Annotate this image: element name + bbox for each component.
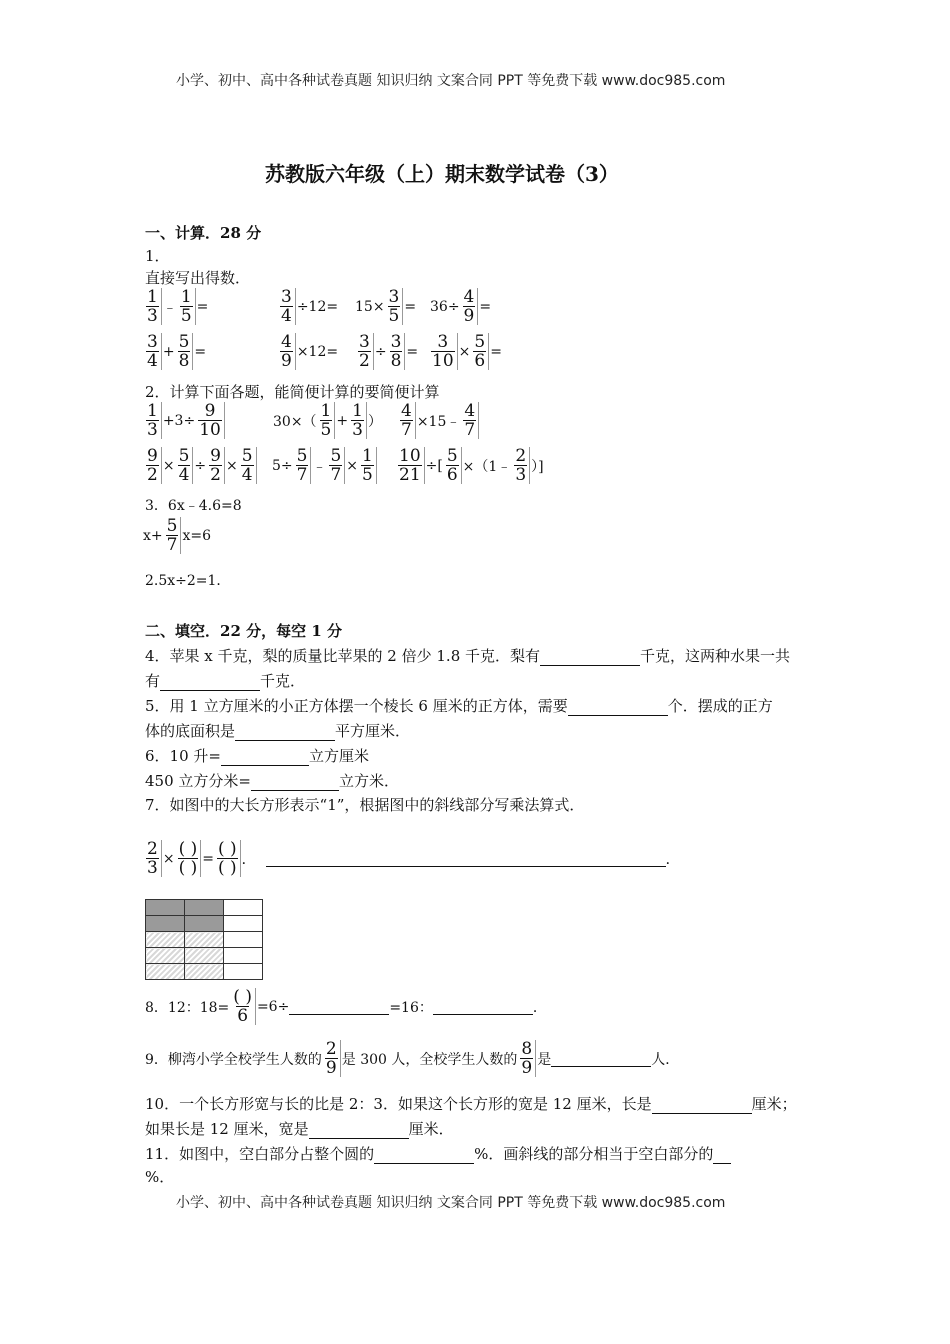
q4-blank-1[interactable] xyxy=(540,649,640,666)
q1-r2-d: $\frac{3}{10}$ × $\frac{5}{6}$ = xyxy=(428,333,502,370)
q7-equation: $\frac{2}{3}$ × $\frac{( )}{( )}$ = $\frac{( )}{( )}$ ． ． xyxy=(143,840,680,877)
q10-line1: 10．一个长方形宽与长的比是 2：3．如果这个长方形的宽是 12 厘米，长是 厘米； xyxy=(145,1095,797,1113)
section2-heading: 二、填空．22 分，每空 1 分 xyxy=(145,622,342,640)
page-title: 苏教版六年级（上）期末数学试卷（3） xyxy=(265,162,619,186)
page-header: 小学、初中、高中各种试卷真题 知识归纳 文案合同 PPT 等免费下载 www.doc985.com xyxy=(176,73,726,89)
q5-blank-2[interactable] xyxy=(235,724,335,741)
q2-instruction: 2．计算下面各题，能简便计算的要简便计算 xyxy=(145,383,440,401)
q3-eq-b: x+ $\frac{5}{7}$ x=6 xyxy=(143,516,212,555)
q6-blank-2[interactable] xyxy=(251,774,339,791)
q6-blank-1[interactable] xyxy=(221,749,309,766)
q8-line: 8．12：18= $\frac{( )}{6}$ =6÷ =16： ． xyxy=(145,987,547,1026)
q2-r2-a: $\frac{9}{2}$ × $\frac{5}{4}$ ÷ $\frac{9}{2}$ × $\frac{5}{4}$ xyxy=(143,447,258,484)
q11-blank-2[interactable] xyxy=(713,1147,731,1164)
q10-blank-2[interactable] xyxy=(309,1122,409,1139)
q1-r2-b: $\frac{4}{9}$ ×12= xyxy=(277,333,338,370)
q6-line2: 450 立方分米= 立方米． xyxy=(145,772,399,790)
q2-r1-b: 30×（ $\frac{1}{5}$ + $\frac{1}{3}$ ） xyxy=(273,401,382,440)
q11-line2: %． xyxy=(145,1168,175,1186)
q11-line1: 11．如图中，空白部分占整个圆的 %．画斜线的部分相当于空白部分的 xyxy=(145,1143,731,1164)
q10-blank-1[interactable] xyxy=(652,1097,752,1114)
q2-r2-b: 5÷ $\frac{5}{7}$ ﹣ $\frac{5}{7}$ × $\frac{1}{5}$ xyxy=(272,447,378,484)
page-footer: 小学、初中、高中各种试卷真题 知识归纳 文案合同 PPT 等免费下载 www.doc985.com xyxy=(176,1195,726,1211)
q2-r2-c: $\frac{10}{21}$ ÷[ $\frac{5}{6}$ ×（1﹣ $\frac{2}{3}$ ）] xyxy=(395,447,544,484)
q5-line1: 5．用 1 立方厘米的小正方体摆一个棱长 6 厘米的正方体，需要 个．摆成的正方 xyxy=(145,697,773,715)
q4-line2: 有 千克． xyxy=(145,672,306,690)
q10-line2: 如果长是 12 厘米，宽是 厘米． xyxy=(145,1120,454,1138)
q2-r1-a: $\frac{1}{3}$ +3÷ $\frac{9}{10}$ xyxy=(143,402,226,439)
q7-instruction: 7．如图中的大长方形表示“1”，根据图中的斜线部分写乘法算式． xyxy=(145,796,585,814)
q6-line1: 6．10 升= 立方厘米 xyxy=(145,747,369,765)
q11-blank-1[interactable] xyxy=(374,1147,474,1164)
q3-eq-c: 2.5x÷2=1． xyxy=(145,573,231,589)
section1-heading: 一、计算．28 分 xyxy=(145,224,262,242)
q1-r1-a: $\frac{1}{3}$ ﹣ $\frac{1}{5}$ = xyxy=(143,288,208,325)
q5-line2: 体的底面积是 平方厘米． xyxy=(145,722,411,740)
q1-r1-d: 36÷ $\frac{4}{9}$ = xyxy=(430,287,492,326)
q2-r1-c: $\frac{4}{7}$ ×15﹣ $\frac{4}{7}$ xyxy=(397,402,480,439)
q4-blank-2[interactable] xyxy=(160,674,260,691)
q1-r1-b: $\frac{3}{4}$ ÷12= xyxy=(277,288,338,325)
q1-number: 1． xyxy=(145,247,170,265)
q1-r2-a: $\frac{3}{4}$ + $\frac{5}{8}$ = xyxy=(143,333,206,370)
q8-blank-1[interactable] xyxy=(289,998,389,1015)
q3-eq-a: 3．6x﹣4.6=8 xyxy=(145,498,242,514)
q1-r2-c: $\frac{3}{2}$ ÷ $\frac{3}{8}$ = xyxy=(355,333,418,370)
q9-blank[interactable] xyxy=(551,1050,651,1067)
q5-blank-1[interactable] xyxy=(568,699,668,716)
q1-r1-c: 15× $\frac{3}{5}$ = xyxy=(355,287,417,326)
q4-line1: 4．苹果 x 千克，梨的质量比苹果的 2 倍少 1.8 千克．梨有 千克，这两种水果一共 xyxy=(145,647,791,665)
q8-blank-2[interactable] xyxy=(433,998,533,1015)
q9-line: 9．柳湾小学全校学生人数的 $\frac{2}{9}$ 是 300 人，全校学生人数的 $\frac{8}{9}$ 是 人． xyxy=(145,1039,680,1078)
q7-blank[interactable] xyxy=(266,850,666,867)
q7-rectangle-diagram xyxy=(145,899,263,980)
q1-instruction: 直接写出得数． xyxy=(145,269,251,287)
